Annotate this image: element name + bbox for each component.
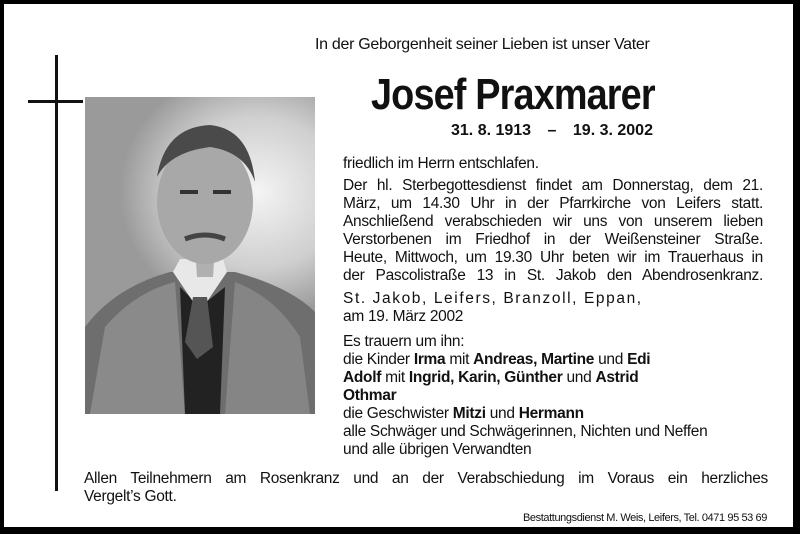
paragraph-line: Der hl. Sterbegottesdienst findet am Donnerstag, dem 21.	[343, 177, 763, 194]
text: die Geschwister	[343, 405, 453, 422]
paragraph-line: Heute, Mittwoch, um 19.30 Uhr beten wir im Trauerhaus in	[343, 249, 763, 266]
mourner-line: und alle übrigen Verwandten	[343, 441, 532, 458]
mourners-intro: Es trauern um ihn:	[343, 333, 465, 350]
places-text: St. Jakob, Leifers, Branzoll, Eppan,	[343, 290, 643, 307]
mourner-line	[343, 369, 707, 387]
name: Mitzi	[452, 405, 486, 422]
text: mit	[445, 351, 474, 368]
paragraph-line: der Pascolistraße 13 in St. Jakob den Abendrosenkranz.	[343, 267, 763, 284]
name: Othmar	[343, 387, 397, 404]
name: Irma	[413, 351, 446, 368]
paragraph-line: März, um 14.30 Uhr in der Pfarrkirche von Leifers statt.	[343, 195, 763, 212]
text: und	[594, 351, 628, 368]
paragraph-line: Verstorbenen im Friedhof in der Weißensteiner Straße.	[343, 231, 763, 248]
cross-icon	[55, 55, 58, 491]
name: Adolf	[343, 369, 382, 386]
mourner-line	[343, 351, 707, 369]
name: Edi	[627, 351, 651, 368]
intro-text: In der Geborgenheit seiner Lieben ist unser Vater	[315, 36, 650, 53]
name: Hermann	[518, 405, 584, 422]
thanks-line: Allen Teilnehmern am Rosenkranz und an der Verabschiedung im Voraus ein herzliches	[84, 470, 768, 487]
mourner-line	[343, 405, 707, 423]
name: Astrid	[595, 369, 639, 386]
mourner-line	[343, 387, 707, 405]
obituary-notice	[4, 4, 793, 527]
mourners-list	[343, 333, 707, 459]
thanks-text	[84, 470, 768, 506]
paragraph-line: Anschließend verabschieden wir uns von unserem lieben	[343, 213, 763, 230]
funeral-service-footer: Bestattungsdienst M. Weis, Leifers, Tel. 0471 95 53 69	[523, 512, 767, 524]
service-paragraph	[343, 177, 763, 285]
cross-icon-bar	[28, 100, 83, 103]
portrait-photo	[85, 97, 315, 414]
text: die Kinder	[343, 351, 414, 368]
thanks-line: Vergelt’s Gott.	[84, 488, 177, 505]
name: Andreas, Martine	[473, 351, 595, 368]
birth-date: 31. 8. 1913	[451, 122, 532, 139]
death-date: 19. 3. 2002	[572, 122, 653, 139]
mourner-line: alle Schwäger und Schwägerinnen, Nichten und Neffen	[343, 423, 708, 440]
name: Ingrid, Karin, Günther	[408, 369, 563, 386]
date-dash: –	[547, 122, 557, 139]
life-dates	[451, 122, 653, 140]
text: und	[562, 369, 596, 386]
text: und	[485, 405, 519, 422]
opening-text: friedlich im Herrn entschlafen.	[343, 155, 539, 172]
text: mit	[381, 369, 409, 386]
deceased-name: Josef Praxmarer	[371, 70, 655, 119]
date-text: am 19. März 2002	[343, 308, 464, 325]
